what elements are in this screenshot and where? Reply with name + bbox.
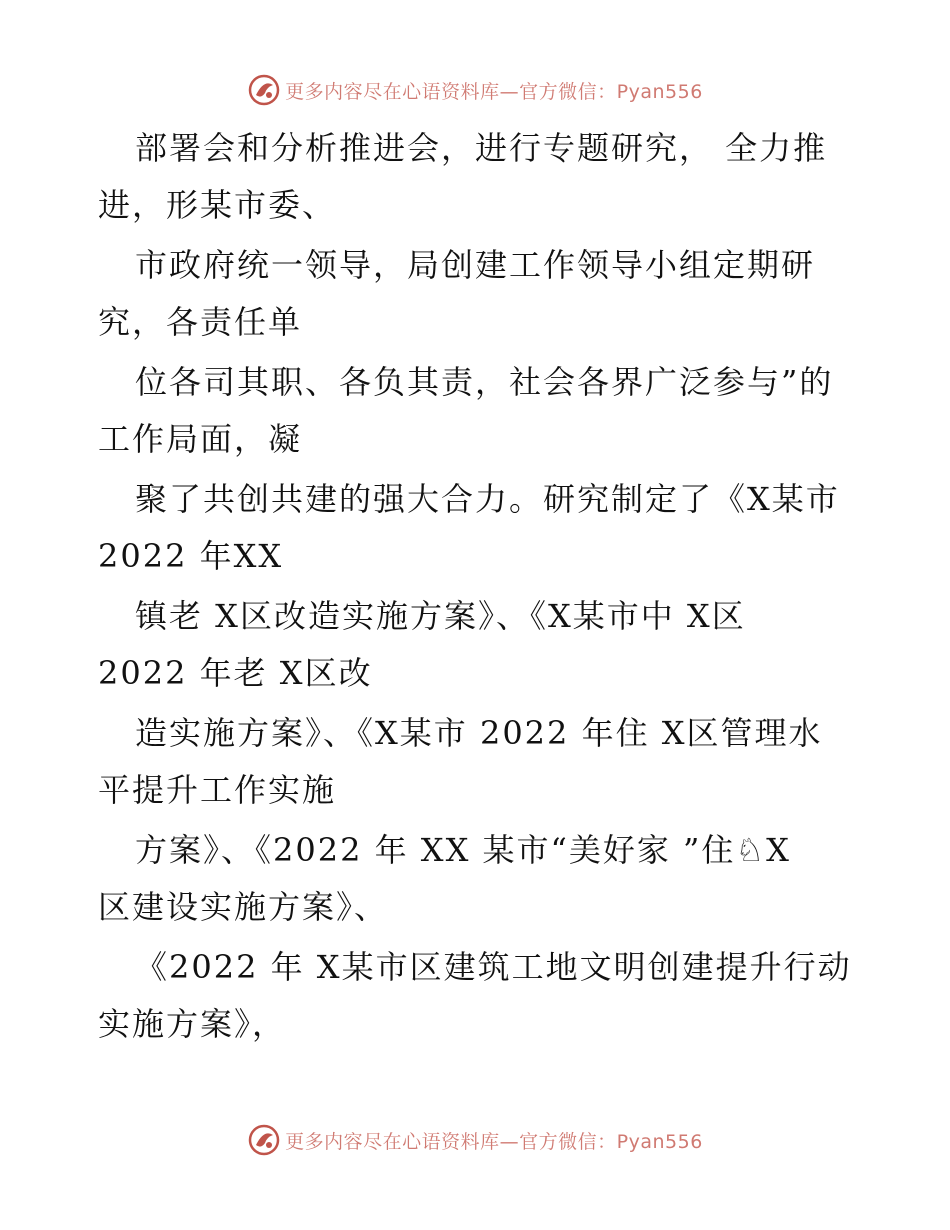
body-line: 究，各责任单 <box>98 303 303 341</box>
footer-watermark <box>0 1120 950 1160</box>
body-line: 聚了共创共建的强大合力。研究制定了《X某市 <box>135 480 840 518</box>
body-line: 进，形某市委、 <box>98 186 337 224</box>
body-line: 镇老 X区改造实施方案》、《X某市中 X区 <box>135 597 746 635</box>
body-line: 工作局面，凝 <box>98 420 303 458</box>
body-line: 位各司其职、各负其责，社会各界广泛参与”的 <box>135 363 834 401</box>
body-line: 区建设实施方案》、 <box>98 888 389 926</box>
body-line: 方案》、《2022 年 XX 某市“美好家 ”住♘X <box>135 831 791 869</box>
seal-logo-icon <box>247 1123 281 1157</box>
body-line: 2022 年XX <box>98 537 284 575</box>
body-line: 平提升工作实施 <box>98 771 337 809</box>
body-line: 《2022 年 X某市区建筑工地文明创建提升行动 <box>135 948 852 986</box>
body-line: 实施方案》， <box>98 1005 287 1043</box>
body-line: 市政府统一领导，局创建工作领导小组定期研 <box>135 246 816 284</box>
body-line: 部署会和分析推进会，进行专题研究， 全力推 <box>135 129 828 167</box>
body-line: 造实施方案》、《X某市 2022 年住 X区管理水 <box>135 714 823 752</box>
body-line: 2022 年老 X区改 <box>98 654 373 692</box>
watermark-text: 更多内容尽在心语资料库—官方微信：Pyan556 <box>285 1130 703 1153</box>
watermark-text: 更多内容尽在心语资料库—官方微信：Pyan556 <box>285 80 703 103</box>
